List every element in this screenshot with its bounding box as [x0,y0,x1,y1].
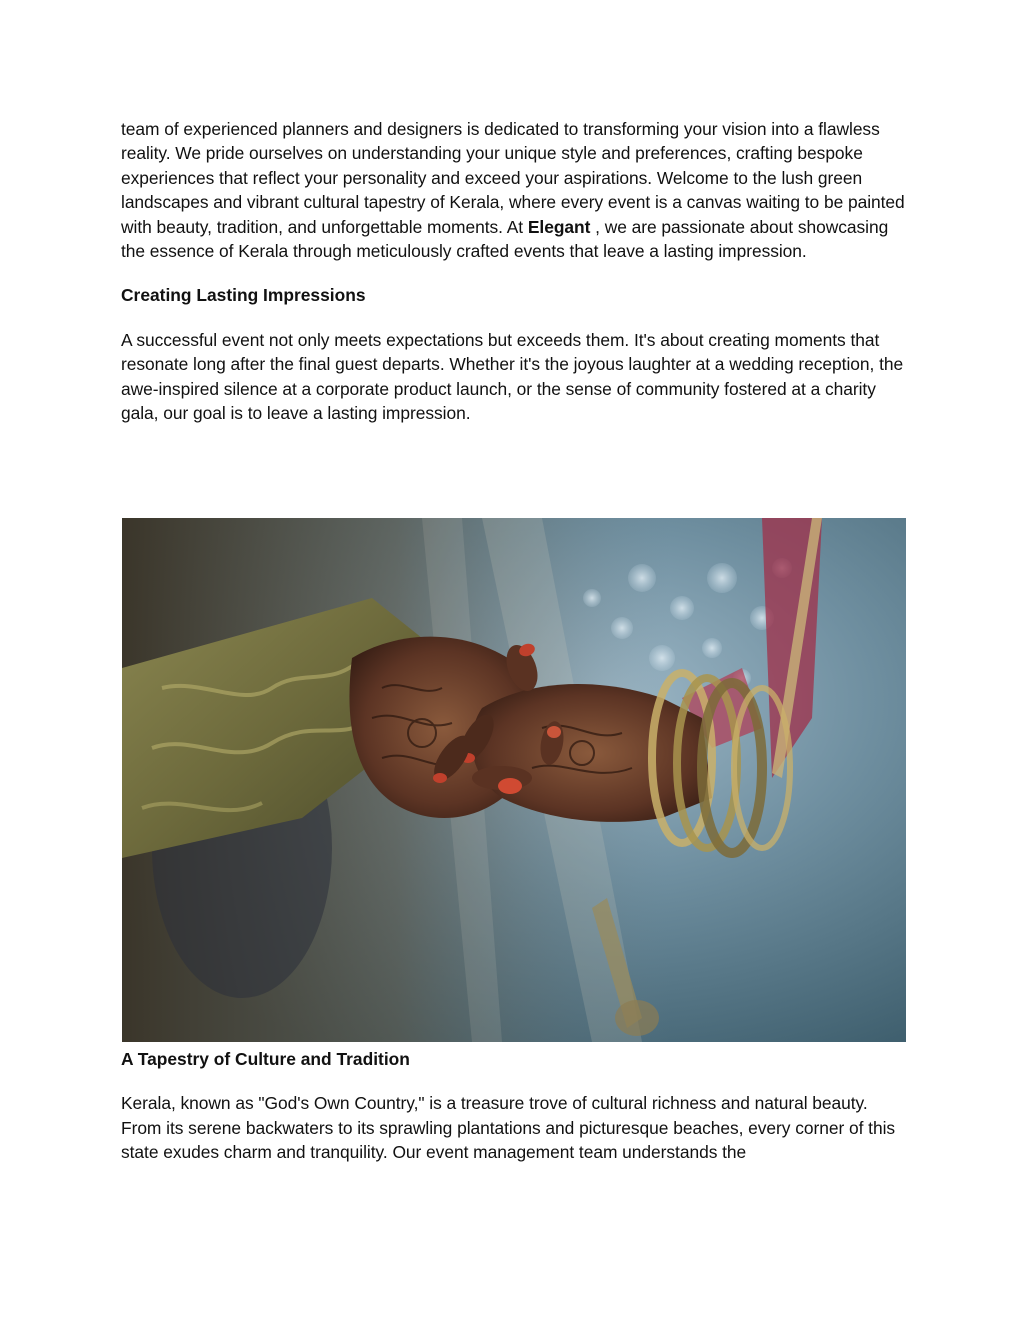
impressions-heading: Creating Lasting Impressions [121,285,366,306]
document-page [121,117,911,425]
wedding-hands-photo [122,518,906,1042]
intro-text-start: team of experienced planners and designers is dedicated to transforming your vision into a flawless reality. We pride ourselves on understanding your unique style and preferences, crafting bespoke experiences that reflect your personality and exceed your aspirations. Welcome to the lush green landscapes and vibrant cultural tapestry of Kerala, where every event is a canvas waiting to be painted with beauty, tradition, and unforgettable moments. At [121,119,905,237]
impressions-paragraph: A successful event not only meets expectations but exceeds them. It's about creating moments that resonate long after the final guest departs. Whether it's the joyous laughter at a wedding reception, the awe-inspired silence at a corporate product launch, or the sense of community fostered at a charity gala, our goal is to leave a lasting impression. [121,329,904,424]
culture-section [121,1047,911,1165]
intro-text-end: , we are passionate about showcasing the essence of Kerala through meticulously crafted events that leave a lasting impression. [121,216,889,262]
culture-heading: A Tapestry of Culture and Tradition [121,1049,410,1069]
intro-paragraph [121,117,911,263]
brand-name: Elegant [527,216,591,237]
culture-paragraph: Kerala, known as "God's Own Country," is a treasure trove of cultural richness and natural beauty. From its serene backwaters to its sprawling plantations and picturesque beaches, every corner of this state exudes charm and tranquility. Our event management team understands the [121,1093,896,1163]
